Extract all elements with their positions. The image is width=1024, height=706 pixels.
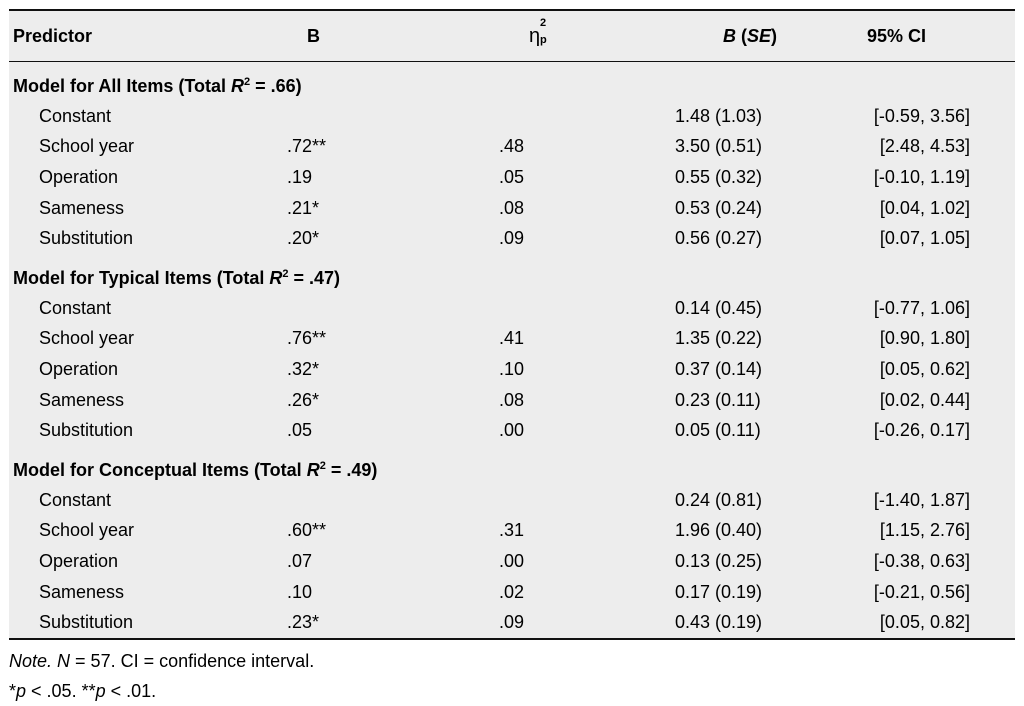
section-header	[9, 254, 1015, 293]
cell-eta: .00	[499, 420, 525, 441]
cell-predictor: Constant	[39, 297, 112, 318]
header-b-se: B (SE)	[609, 10, 815, 62]
table-header	[9, 10, 1015, 62]
note-label: Note.	[9, 650, 53, 671]
table-row	[9, 607, 1015, 639]
cell-eta: .31	[499, 520, 525, 541]
table-row	[9, 132, 1015, 163]
cell-predictor: Sameness	[39, 581, 125, 602]
cell-eta	[449, 293, 609, 324]
cell-b-se: 0.43 (0.19)	[675, 612, 763, 633]
header-b-italic: B	[723, 25, 736, 46]
cell-eta: .00	[499, 550, 525, 571]
regression-table	[9, 9, 1015, 640]
table-row	[9, 485, 1015, 516]
header-eta	[449, 10, 609, 62]
cell-ci: [1.15, 2.76]	[879, 520, 970, 541]
cell-b: .60**	[287, 520, 327, 541]
note-p2-sym: p	[95, 680, 106, 701]
cell-b-se: 1.48 (1.03)	[675, 105, 763, 126]
cell-ci: [-0.38, 0.63]	[873, 550, 970, 571]
section-title-sup: 2	[244, 76, 251, 88]
table-row	[9, 415, 1015, 446]
table-row	[9, 223, 1015, 254]
section-title-r: R	[269, 267, 283, 288]
table-note	[9, 646, 1015, 706]
cell-b	[249, 293, 449, 324]
regression-table-container	[9, 9, 1015, 706]
cell-b: .23*	[287, 612, 320, 633]
table-row	[9, 293, 1015, 324]
note-n: N	[57, 650, 71, 671]
section-title-sup: 2	[282, 267, 289, 280]
table-row	[9, 193, 1015, 224]
cell-b: .21*	[287, 197, 320, 218]
cell-predictor: Constant	[39, 489, 112, 510]
cell-eta: .10	[499, 358, 525, 379]
section-title	[9, 62, 1015, 102]
table-row	[9, 516, 1015, 547]
cell-ci: [-0.59, 3.56]	[873, 105, 970, 126]
cell-b-se: 0.05 (0.11)	[675, 420, 761, 441]
cell-b: .26*	[287, 389, 320, 410]
eta-subscript: p	[540, 33, 547, 46]
cell-b: .05	[287, 420, 313, 441]
table-row	[9, 577, 1015, 608]
table-row	[9, 354, 1015, 385]
note-p1-pre: *	[9, 680, 17, 701]
note-p1-post: < .05. **	[26, 680, 96, 701]
cell-predictor: Substitution	[39, 612, 134, 633]
cell-eta: .05	[499, 166, 525, 187]
cell-predictor: Operation	[39, 166, 119, 187]
table-row	[9, 385, 1015, 416]
cell-predictor: Substitution	[39, 228, 134, 249]
cell-b-se: 3.50 (0.51)	[675, 136, 763, 157]
cell-b: .76**	[287, 328, 327, 349]
eta-superscript: 2	[540, 16, 547, 29]
cell-b: .10	[287, 581, 313, 602]
table-row	[9, 101, 1015, 132]
table-row	[9, 324, 1015, 355]
note-p2-post: < .01.	[105, 680, 157, 701]
note-line-1	[9, 646, 1015, 676]
cell-ci: [0.05, 0.62]	[879, 358, 970, 379]
cell-b-se: 0.56 (0.27)	[675, 228, 763, 249]
table-row	[9, 162, 1015, 193]
cell-eta: .02	[499, 581, 525, 602]
cell-ci: [2.48, 4.53]	[879, 136, 970, 157]
section-title-sup: 2	[319, 459, 326, 472]
table-row	[9, 546, 1015, 577]
section-title-pre: Model for Conceptual Items (Total	[13, 459, 307, 480]
cell-b-se: 1.96 (0.40)	[675, 520, 763, 541]
cell-predictor: Operation	[39, 358, 119, 379]
section-title-r: R	[231, 76, 245, 96]
cell-predictor: Substitution	[39, 420, 134, 441]
section-header	[9, 62, 1015, 102]
cell-b: .07	[287, 550, 313, 571]
header-b: B	[249, 10, 449, 62]
cell-b-se: 0.13 (0.25)	[675, 550, 763, 571]
cell-predictor: School year	[39, 136, 135, 157]
cell-predictor: Sameness	[39, 389, 125, 410]
section-title-r: R	[306, 459, 320, 480]
cell-ci: [-0.10, 1.19]	[873, 166, 970, 187]
cell-b-se: 0.17 (0.19)	[675, 581, 763, 602]
cell-eta: .08	[499, 389, 525, 410]
cell-ci: [0.07, 1.05]	[879, 228, 970, 249]
cell-eta: .08	[499, 197, 525, 218]
table-body	[9, 62, 1015, 639]
header-se-italic: SE	[747, 25, 772, 46]
cell-b: .72**	[287, 136, 327, 157]
cell-ci: [0.04, 1.02]	[879, 197, 970, 218]
note-n-rest: = 57. CI = confidence interval.	[70, 650, 315, 671]
section-title-post: = .49)	[325, 459, 378, 480]
section-title	[9, 446, 1015, 485]
cell-eta: .48	[499, 136, 525, 157]
header-ci: 95% CI	[815, 10, 1015, 62]
header-predictor: Predictor	[9, 10, 249, 62]
cell-predictor: Constant	[39, 105, 112, 126]
section-title-pre: Model for Typical Items (Total	[13, 267, 270, 288]
cell-eta	[449, 101, 609, 132]
cell-ci: [-0.26, 0.17]	[873, 420, 970, 441]
section-title-post: = .66)	[250, 76, 302, 96]
cell-b-se: 0.14 (0.45)	[675, 297, 763, 318]
cell-predictor: School year	[39, 520, 135, 541]
cell-b: .32*	[287, 358, 320, 379]
section-title-post: = .47)	[288, 267, 341, 288]
cell-ci: [-1.40, 1.87]	[873, 489, 970, 510]
section-title	[9, 254, 1015, 293]
cell-ci: [0.02, 0.44]	[879, 389, 970, 410]
cell-b	[249, 101, 449, 132]
cell-b-se: 0.55 (0.32)	[675, 166, 763, 187]
cell-b-se: 0.37 (0.14)	[675, 358, 763, 379]
cell-ci: [-0.21, 0.56]	[873, 581, 970, 602]
section-header	[9, 446, 1015, 485]
cell-b-se: 0.23 (0.11)	[675, 389, 761, 410]
section-title-pre: Model for All Items (Total	[13, 76, 232, 96]
cell-b: .19	[287, 166, 313, 187]
eta-symbol	[529, 16, 547, 48]
eta-letter: η	[529, 24, 541, 47]
cell-eta: .09	[499, 612, 525, 633]
cell-b	[249, 485, 449, 516]
cell-b: .20*	[287, 228, 320, 249]
cell-predictor: Operation	[39, 550, 119, 571]
cell-b-se: 1.35 (0.22)	[675, 328, 763, 349]
note-line-2	[9, 676, 1015, 706]
note-p1-sym: p	[16, 680, 27, 701]
cell-eta: .09	[499, 228, 525, 249]
cell-eta	[449, 485, 609, 516]
cell-predictor: School year	[39, 328, 135, 349]
cell-ci: [-0.77, 1.06]	[873, 297, 970, 318]
cell-predictor: Sameness	[39, 197, 125, 218]
cell-eta: .41	[499, 328, 525, 349]
cell-b-se: 0.24 (0.81)	[675, 489, 763, 510]
cell-ci: [0.05, 0.82]	[879, 612, 970, 633]
cell-b-se: 0.53 (0.24)	[675, 197, 763, 218]
cell-ci: [0.90, 1.80]	[879, 328, 970, 349]
